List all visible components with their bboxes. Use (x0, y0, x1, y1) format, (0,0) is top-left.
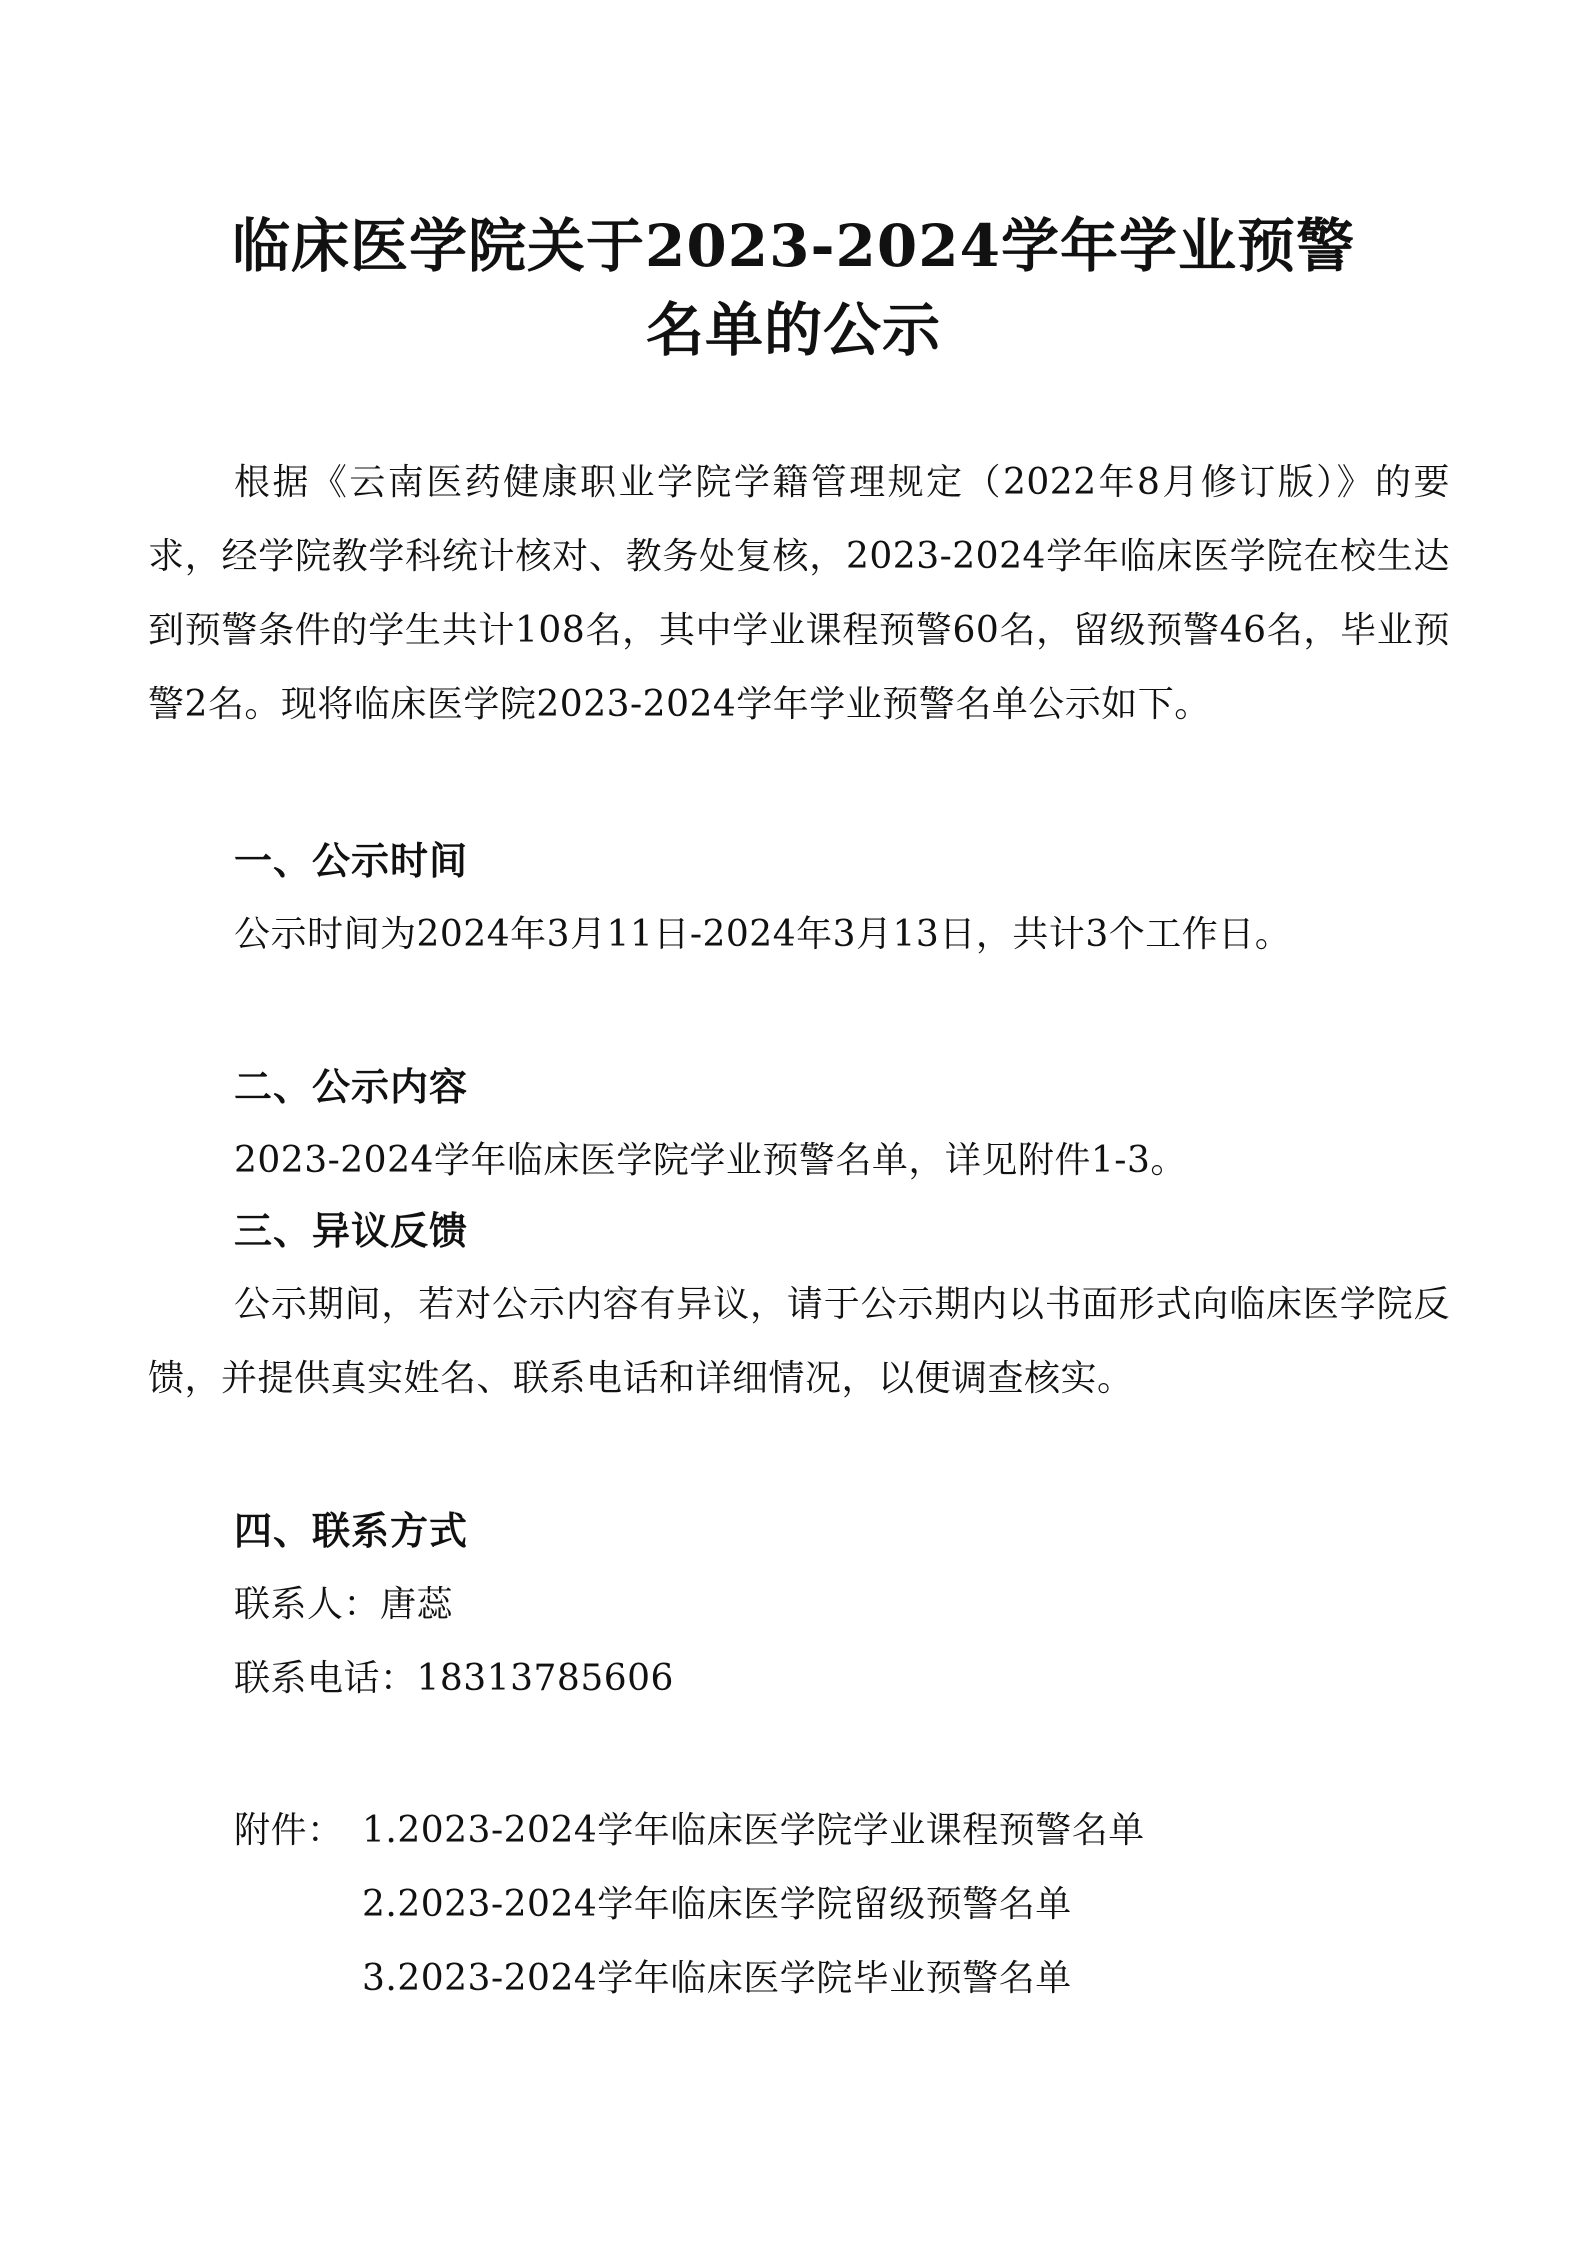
section-heading-contact: 四、联系方式 (234, 1509, 469, 1553)
contact-person: 联系人：唐蕊 (234, 1584, 454, 1625)
section-text-content: 2023-2024学年临床医学院学业预警名单，详见附件1-3。 (234, 1140, 1187, 1181)
document-title-line1: 临床医学院关于2023-2024学年学业预警 (232, 212, 1355, 280)
section-heading-feedback: 三、异议反馈 (234, 1209, 469, 1253)
section-text-feedback: 公示期间，若对公示内容有异议，请于公示期内以书面形式向临床医学院反馈，并提供真实姓名、联系电话和详细情况，以便调查核实。 (148, 1284, 1450, 1399)
section-heading-time: 一、公示时间 (234, 839, 469, 883)
attachment-item: 2.2023-2024学年临床医学院留级预警名单 (362, 1884, 1072, 1925)
document-title-line2: 名单的公示 (645, 296, 941, 364)
contact-phone: 联系电话：18313785606 (234, 1658, 674, 1699)
intro-paragraph: 根据《云南医药健康职业学院学籍管理规定（2022年8月修订版）》的要求，经学院教学科统计核对、教务处复核，2023-2024学年临床医学院在校生达到预警条件的学生共计108名，其中学业课程预警60名，留级预警46名，毕业预警2名。现将临床医学院2023-2024学年学业预警名单公示如下。 (148, 462, 1450, 725)
attachments-label: 附件： (234, 1810, 344, 1851)
attachment-item: 1.2023-2024学年临床医学院学业课程预警名单 (362, 1810, 1145, 1851)
section-heading-content: 二、公示内容 (234, 1065, 469, 1109)
attachment-item: 3.2023-2024学年临床医学院毕业预警名单 (362, 1958, 1072, 1999)
section-text-time: 公示时间为2024年3月11日-2024年3月13日，共计3个工作日。 (234, 914, 1292, 955)
